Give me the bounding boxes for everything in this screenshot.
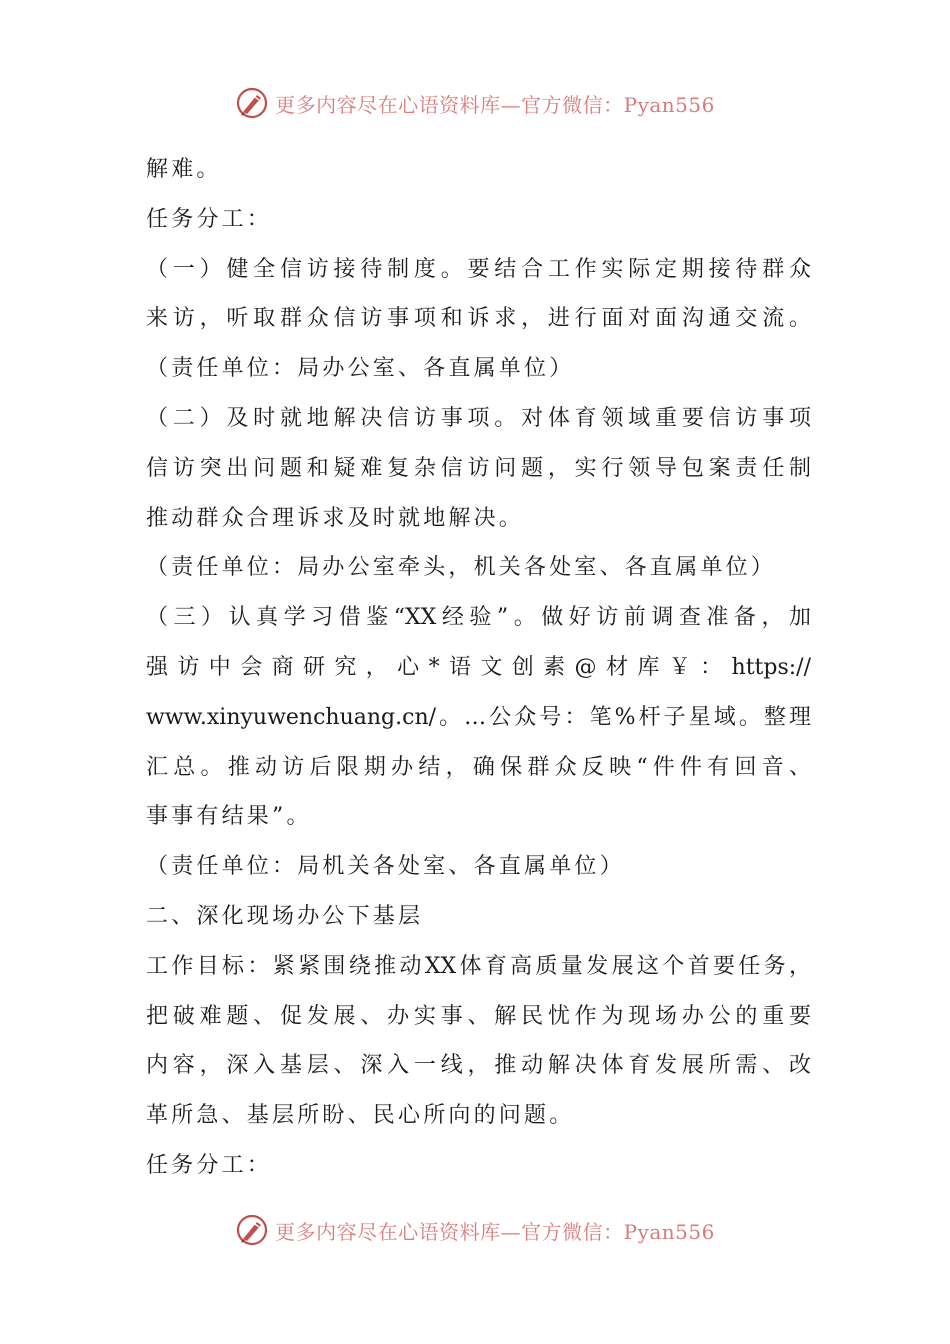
paragraph-line: （一）健全信访接待制度。要结合工作实际定期接待群众: [146, 256, 811, 282]
paragraph-line: （二）及时就地解决信访事项。对体育领域重要信访事项: [146, 405, 811, 431]
document-body: [146, 145, 811, 1191]
paragraph-line: 把破难题、促发展、办实事、解民忧作为现场办公的重要: [146, 1003, 811, 1029]
paragraph-line: （三）认真学习借鉴“XX经验”。做好访前调查准备，加: [146, 605, 811, 631]
header-watermark-text: 更多内容尽在心语资料库—官方微信：Pyan556: [275, 92, 715, 117]
paragraph-line: 信访突出问题和疑难复杂信访问题，实行领导包案责任制: [146, 455, 811, 481]
paragraph-line: 革所急、基层所盼、民心所向的问题。: [146, 1103, 575, 1129]
paragraph-line: 推动群众合理诉求及时就地解决。: [146, 505, 525, 531]
header-watermark: [0, 83, 950, 123]
footer-watermark-text: 更多内容尽在心语资料库—官方微信：Pyan556: [275, 1219, 715, 1244]
paragraph-line: 工作目标：紧紧围绕推动XX体育高质量发展这个首要任务，: [146, 953, 811, 979]
paragraph-line: 汇总。推动访后限期办结，确保群众反映“件件有回音、: [146, 754, 811, 780]
paragraph-line: 强访中会商研究，心*语文创素@材库￥：https://: [146, 654, 811, 680]
paragraph-line: 事事有结果”。: [146, 804, 312, 830]
paragraph-line: 解难。: [146, 157, 222, 182]
pen-in-circle-logo-icon: [235, 86, 269, 120]
section-label: 任务分工：: [146, 206, 273, 232]
paragraph-line: 来访，听取群众信访事项和诉求，进行面对面沟通交流。: [146, 306, 811, 332]
responsibility-note: （责任单位：局办公室、各直属单位）: [146, 356, 575, 382]
paragraph-line: 内容，深入基层、深入一线，推动解决体育发展所需、改: [146, 1053, 811, 1079]
paragraph-line: www.xinyuwenchuang.cn/。…公众号：笔%杆子星域。整理: [146, 704, 811, 730]
footer-watermark: [0, 1210, 950, 1250]
section-heading: 二、深化现场办公下基层: [146, 903, 424, 929]
section-label: 任务分工：: [146, 1152, 273, 1178]
responsibility-note: （责任单位：局办公室牵头，机关各处室、各直属单位）: [146, 555, 777, 581]
pen-in-circle-logo-icon: [235, 1213, 269, 1247]
responsibility-note: （责任单位：局机关各处室、各直属单位）: [146, 854, 625, 880]
